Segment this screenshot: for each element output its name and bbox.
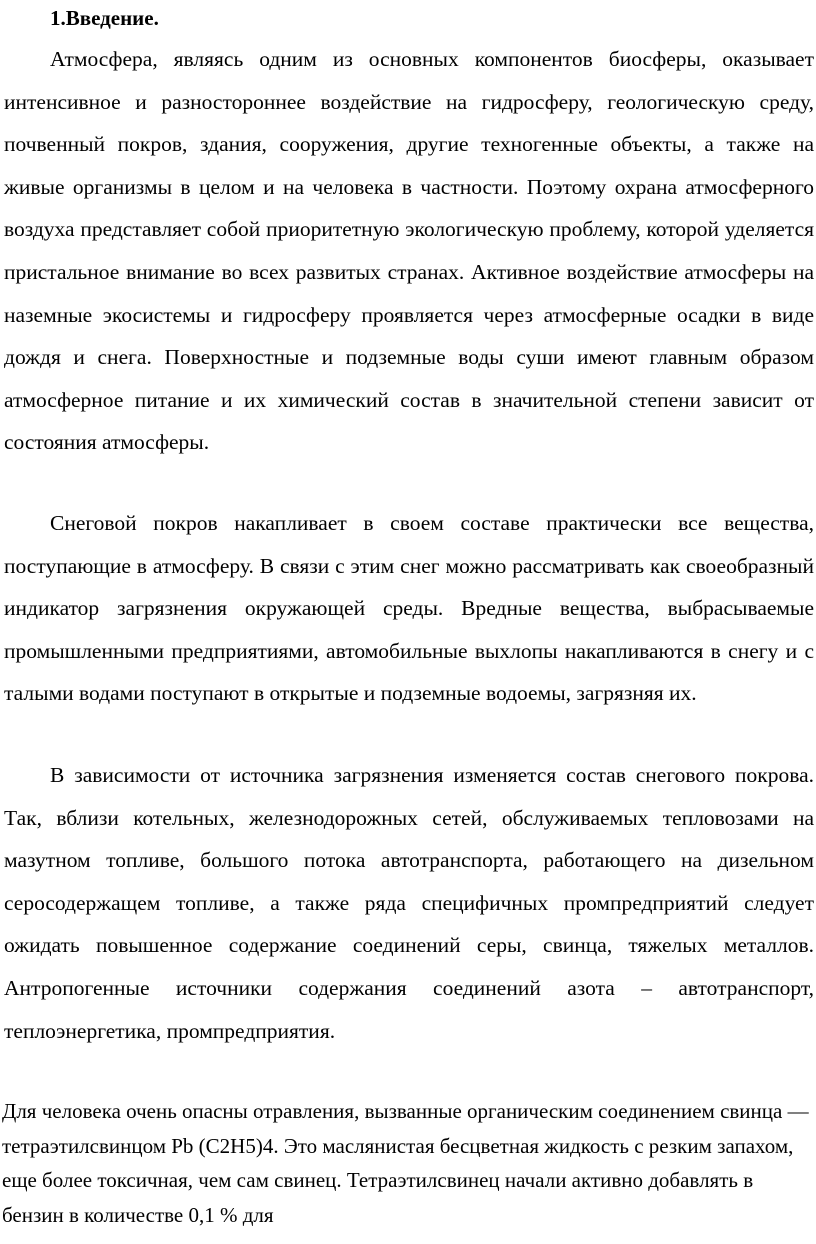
paragraph-atmosphere: Атмосфера, являясь одним из основных компонентов биосферы, оказывает интенсивное и разностороннее воздействие на гидросферу, геологическую среду, почвенный покров, здания, сооружения, другие техногенные объекты, а также на живые организмы в целом и на человека в частности. Поэтому охрана атмосферного воздуха представляет собой приоритетную экологическую проблему, которой уделяется пристальное внимание во всех развитых странах. Активное воздействие атмосферы на наземные экосистемы и гидросферу проявляется через атмосферные осадки в виде дождя и снега. Поверхностные и подземные воды суши имеют главным образом атмосферное питание и их химический состав в значительной степени зависит от состояния атмосферы. bbox=[4, 47, 814, 455]
section-heading: 1.Введение. bbox=[50, 6, 159, 30]
paragraph-pollution-sources: В зависимости от источника загрязнения изменяется состав снегового покрова. Так, вблизи котельных, железнодорожных сетей, обслуживаемых тепловозами на мазутном топливе, большого потока автотранспорта, работающего на дизельном серосодержащем топливе, а также ряда специфичных промпредприятий следует ожидать повышенное содержание соединений серы, свинца, тяжелых металлов. Антропогенные источники содержания соединений азота – автотранспорт, теплоэнергетика, промпредприятия. bbox=[4, 763, 814, 1043]
paragraph-snow-cover: Снеговой покров накапливает в своем составе практически все вещества, поступающие в атмосферу. В связи с этим снег можно рассматривать как своеобразный индикатор загрязнения окружающей среды. Вредные вещества, выбрасываемые промышленными предприятиями, автомобильные выхлопы накапливаются в снегу и с талыми водами поступают в открытые и подземные водоемы, загрязняя их. bbox=[4, 511, 814, 706]
paragraph-tetraethyllead: Для человека очень опасны отравления, вызванные органическим соединением свинца — тетраэтилсвинцом Pb (C2H5)4. Это маслянистая бесцветная жидкость с резким запахом, еще более токсичная, чем сам свинец. Тетраэтилсвинец начали активно добавлять в бензин в количестве 0,1 % для bbox=[2, 1099, 809, 1227]
